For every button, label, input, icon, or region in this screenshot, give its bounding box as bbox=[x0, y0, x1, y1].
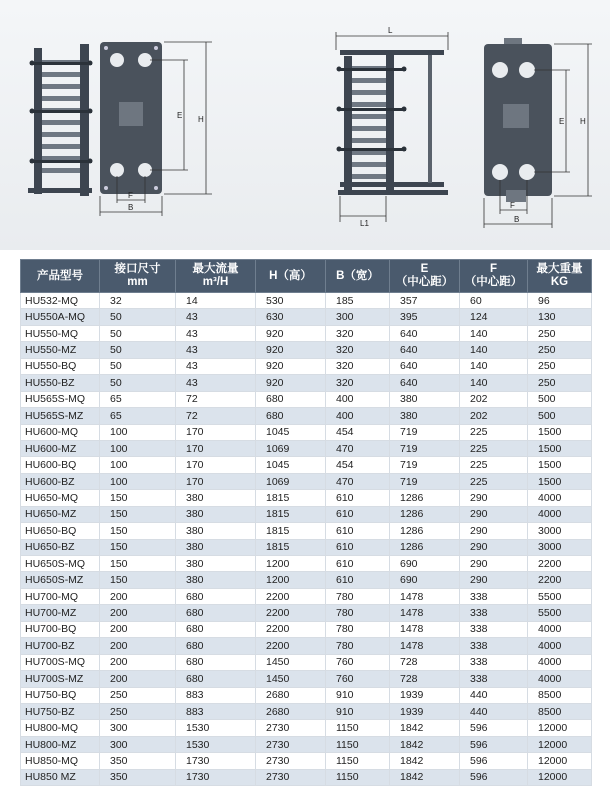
cell-height: 680 bbox=[256, 391, 326, 407]
cell-height: 1450 bbox=[256, 654, 326, 670]
cell-port-size: 150 bbox=[100, 539, 176, 555]
table-row bbox=[21, 687, 592, 703]
table-row bbox=[21, 556, 592, 572]
cell-port-size: 32 bbox=[100, 293, 176, 309]
cell-max-weight: 1500 bbox=[528, 473, 592, 489]
cell-max-weight: 500 bbox=[528, 408, 592, 424]
cell-width: 1150 bbox=[326, 769, 390, 785]
heat-exchanger-drawings bbox=[0, 0, 610, 250]
cell-e-distance: 728 bbox=[390, 654, 460, 670]
cell-max-flow: 14 bbox=[176, 293, 256, 309]
cell-width: 760 bbox=[326, 671, 390, 687]
cell-model: HU650S-MZ bbox=[21, 572, 100, 588]
cell-e-distance: 1478 bbox=[390, 588, 460, 604]
table-row bbox=[21, 736, 592, 752]
cell-max-weight: 4000 bbox=[528, 638, 592, 654]
cell-height: 1069 bbox=[256, 440, 326, 456]
cell-f-distance: 140 bbox=[460, 342, 528, 358]
cell-max-flow: 170 bbox=[176, 457, 256, 473]
dim-l: L bbox=[388, 26, 393, 35]
cell-port-size: 150 bbox=[100, 572, 176, 588]
cell-height: 1069 bbox=[256, 473, 326, 489]
cell-height: 920 bbox=[256, 325, 326, 341]
cell-f-distance: 338 bbox=[460, 654, 528, 670]
table-row bbox=[21, 621, 592, 637]
table-row bbox=[21, 375, 592, 391]
cell-e-distance: 719 bbox=[390, 473, 460, 489]
diagram-panel bbox=[0, 0, 610, 250]
cell-width: 454 bbox=[326, 424, 390, 440]
table-row bbox=[21, 588, 592, 604]
cell-max-flow: 680 bbox=[176, 671, 256, 687]
table-row bbox=[21, 671, 592, 687]
cell-e-distance: 1286 bbox=[390, 523, 460, 539]
table-body bbox=[21, 293, 592, 786]
cell-max-weight: 250 bbox=[528, 342, 592, 358]
cell-max-weight: 250 bbox=[528, 325, 592, 341]
cell-f-distance: 290 bbox=[460, 539, 528, 555]
table-row bbox=[21, 523, 592, 539]
cell-max-flow: 680 bbox=[176, 605, 256, 621]
cell-port-size: 100 bbox=[100, 424, 176, 440]
cell-width: 454 bbox=[326, 457, 390, 473]
cell-f-distance: 225 bbox=[460, 457, 528, 473]
right-side-view bbox=[336, 26, 448, 228]
cell-f-distance: 225 bbox=[460, 424, 528, 440]
left-front-view bbox=[100, 42, 212, 216]
cell-e-distance: 1842 bbox=[390, 769, 460, 785]
cell-f-distance: 338 bbox=[460, 621, 528, 637]
cell-f-distance: 290 bbox=[460, 523, 528, 539]
cell-e-distance: 1286 bbox=[390, 506, 460, 522]
cell-e-distance: 640 bbox=[390, 342, 460, 358]
cell-height: 630 bbox=[256, 309, 326, 325]
cell-model: HU850-MQ bbox=[21, 753, 100, 769]
cell-port-size: 250 bbox=[100, 703, 176, 719]
cell-max-flow: 380 bbox=[176, 506, 256, 522]
cell-port-size: 150 bbox=[100, 556, 176, 572]
cell-max-weight: 4000 bbox=[528, 506, 592, 522]
cell-e-distance: 728 bbox=[390, 671, 460, 687]
cell-max-flow: 380 bbox=[176, 539, 256, 555]
cell-f-distance: 225 bbox=[460, 473, 528, 489]
cell-width: 780 bbox=[326, 621, 390, 637]
cell-e-distance: 690 bbox=[390, 556, 460, 572]
cell-max-flow: 883 bbox=[176, 703, 256, 719]
cell-e-distance: 1478 bbox=[390, 638, 460, 654]
cell-width: 470 bbox=[326, 440, 390, 456]
cell-max-flow: 883 bbox=[176, 687, 256, 703]
header-port-size: 接口尺寸 mm bbox=[100, 260, 176, 293]
cell-width: 1150 bbox=[326, 736, 390, 752]
cell-height: 1200 bbox=[256, 556, 326, 572]
cell-max-weight: 96 bbox=[528, 293, 592, 309]
cell-width: 610 bbox=[326, 572, 390, 588]
table-row bbox=[21, 753, 592, 769]
cell-port-size: 200 bbox=[100, 605, 176, 621]
cell-model: HU600-BQ bbox=[21, 457, 100, 473]
cell-max-flow: 680 bbox=[176, 588, 256, 604]
cell-width: 760 bbox=[326, 654, 390, 670]
cell-e-distance: 640 bbox=[390, 325, 460, 341]
table-row bbox=[21, 424, 592, 440]
cell-width: 320 bbox=[326, 325, 390, 341]
cell-f-distance: 290 bbox=[460, 490, 528, 506]
header-model: 产品型号 bbox=[21, 260, 100, 293]
cell-width: 470 bbox=[326, 473, 390, 489]
cell-model: HU650-BZ bbox=[21, 539, 100, 555]
cell-model: HU550-MQ bbox=[21, 325, 100, 341]
header-width: B（宽） bbox=[326, 260, 390, 293]
cell-model: HU532-MQ bbox=[21, 293, 100, 309]
right-front-view bbox=[484, 38, 592, 228]
cell-model: HU600-MQ bbox=[21, 424, 100, 440]
cell-max-flow: 1530 bbox=[176, 720, 256, 736]
cell-height: 2200 bbox=[256, 621, 326, 637]
cell-f-distance: 140 bbox=[460, 358, 528, 374]
cell-max-weight: 250 bbox=[528, 358, 592, 374]
cell-e-distance: 1286 bbox=[390, 490, 460, 506]
cell-port-size: 50 bbox=[100, 358, 176, 374]
cell-max-weight: 130 bbox=[528, 309, 592, 325]
cell-width: 780 bbox=[326, 605, 390, 621]
cell-max-weight: 500 bbox=[528, 391, 592, 407]
cell-model: HU600-MZ bbox=[21, 440, 100, 456]
cell-port-size: 150 bbox=[100, 490, 176, 506]
cell-e-distance: 357 bbox=[390, 293, 460, 309]
cell-port-size: 150 bbox=[100, 506, 176, 522]
cell-max-flow: 380 bbox=[176, 556, 256, 572]
cell-model: HU800-MQ bbox=[21, 720, 100, 736]
table-row bbox=[21, 391, 592, 407]
dim-e-left: E bbox=[177, 111, 183, 120]
cell-max-flow: 680 bbox=[176, 638, 256, 654]
cell-model: HU700-MZ bbox=[21, 605, 100, 621]
cell-model: HU600-BZ bbox=[21, 473, 100, 489]
header-max-weight: 最大重量 KG bbox=[528, 260, 592, 293]
cell-max-weight: 8500 bbox=[528, 703, 592, 719]
table-row bbox=[21, 440, 592, 456]
dim-b-right: B bbox=[514, 215, 520, 224]
table-row bbox=[21, 638, 592, 654]
cell-width: 1150 bbox=[326, 720, 390, 736]
cell-height: 920 bbox=[256, 358, 326, 374]
cell-max-flow: 43 bbox=[176, 358, 256, 374]
table-row bbox=[21, 293, 592, 309]
cell-width: 320 bbox=[326, 358, 390, 374]
dim-b-left: B bbox=[128, 203, 134, 212]
cell-width: 780 bbox=[326, 588, 390, 604]
cell-max-flow: 43 bbox=[176, 342, 256, 358]
cell-e-distance: 1286 bbox=[390, 539, 460, 555]
cell-max-weight: 250 bbox=[528, 375, 592, 391]
cell-width: 320 bbox=[326, 342, 390, 358]
cell-width: 610 bbox=[326, 539, 390, 555]
cell-max-flow: 72 bbox=[176, 408, 256, 424]
cell-f-distance: 338 bbox=[460, 588, 528, 604]
cell-height: 2680 bbox=[256, 703, 326, 719]
cell-width: 610 bbox=[326, 556, 390, 572]
cell-max-weight: 12000 bbox=[528, 753, 592, 769]
cell-height: 530 bbox=[256, 293, 326, 309]
cell-f-distance: 596 bbox=[460, 736, 528, 752]
cell-max-weight: 12000 bbox=[528, 720, 592, 736]
cell-e-distance: 380 bbox=[390, 391, 460, 407]
cell-e-distance: 719 bbox=[390, 424, 460, 440]
cell-max-weight: 4000 bbox=[528, 490, 592, 506]
cell-max-weight: 2200 bbox=[528, 556, 592, 572]
cell-e-distance: 1939 bbox=[390, 687, 460, 703]
cell-e-distance: 1842 bbox=[390, 736, 460, 752]
cell-f-distance: 440 bbox=[460, 703, 528, 719]
cell-max-flow: 170 bbox=[176, 440, 256, 456]
table-row bbox=[21, 457, 592, 473]
cell-port-size: 50 bbox=[100, 309, 176, 325]
dim-h-left: H bbox=[198, 115, 204, 124]
cell-width: 610 bbox=[326, 523, 390, 539]
cell-max-weight: 1500 bbox=[528, 440, 592, 456]
cell-e-distance: 690 bbox=[390, 572, 460, 588]
cell-height: 920 bbox=[256, 342, 326, 358]
table-row bbox=[21, 473, 592, 489]
cell-max-weight: 4000 bbox=[528, 671, 592, 687]
cell-max-flow: 680 bbox=[176, 621, 256, 637]
table-row bbox=[21, 506, 592, 522]
table-row bbox=[21, 572, 592, 588]
cell-width: 400 bbox=[326, 391, 390, 407]
cell-height: 2200 bbox=[256, 605, 326, 621]
cell-port-size: 200 bbox=[100, 638, 176, 654]
cell-max-flow: 680 bbox=[176, 654, 256, 670]
cell-max-flow: 170 bbox=[176, 473, 256, 489]
cell-port-size: 150 bbox=[100, 523, 176, 539]
cell-model: HU750-BZ bbox=[21, 703, 100, 719]
cell-width: 910 bbox=[326, 703, 390, 719]
table-row bbox=[21, 720, 592, 736]
cell-model: HU550-BZ bbox=[21, 375, 100, 391]
cell-port-size: 300 bbox=[100, 720, 176, 736]
table-row bbox=[21, 342, 592, 358]
cell-model: HU550-MZ bbox=[21, 342, 100, 358]
cell-f-distance: 338 bbox=[460, 638, 528, 654]
cell-model: HU650-MQ bbox=[21, 490, 100, 506]
dim-f-right: F bbox=[510, 201, 515, 210]
cell-width: 1150 bbox=[326, 753, 390, 769]
cell-port-size: 50 bbox=[100, 325, 176, 341]
cell-port-size: 65 bbox=[100, 391, 176, 407]
cell-height: 2200 bbox=[256, 588, 326, 604]
cell-f-distance: 338 bbox=[460, 671, 528, 687]
cell-e-distance: 640 bbox=[390, 375, 460, 391]
cell-height: 920 bbox=[256, 375, 326, 391]
cell-width: 910 bbox=[326, 687, 390, 703]
cell-max-weight: 3000 bbox=[528, 539, 592, 555]
cell-model: HU700-BZ bbox=[21, 638, 100, 654]
cell-f-distance: 225 bbox=[460, 440, 528, 456]
cell-model: HU800-MZ bbox=[21, 736, 100, 752]
cell-model: HU750-BQ bbox=[21, 687, 100, 703]
cell-f-distance: 290 bbox=[460, 572, 528, 588]
cell-max-weight: 1500 bbox=[528, 424, 592, 440]
cell-max-flow: 43 bbox=[176, 309, 256, 325]
cell-width: 185 bbox=[326, 293, 390, 309]
cell-port-size: 300 bbox=[100, 736, 176, 752]
cell-max-flow: 43 bbox=[176, 325, 256, 341]
cell-max-flow: 380 bbox=[176, 490, 256, 506]
cell-max-weight: 2200 bbox=[528, 572, 592, 588]
table-row bbox=[21, 654, 592, 670]
cell-f-distance: 140 bbox=[460, 375, 528, 391]
cell-model: HU700S-MZ bbox=[21, 671, 100, 687]
table-row bbox=[21, 769, 592, 785]
header-max-flow: 最大流量 m³/H bbox=[176, 260, 256, 293]
cell-port-size: 350 bbox=[100, 769, 176, 785]
cell-port-size: 350 bbox=[100, 753, 176, 769]
cell-e-distance: 1478 bbox=[390, 621, 460, 637]
cell-max-flow: 1530 bbox=[176, 736, 256, 752]
cell-e-distance: 719 bbox=[390, 457, 460, 473]
cell-height: 2680 bbox=[256, 687, 326, 703]
cell-port-size: 100 bbox=[100, 473, 176, 489]
dim-l1: L1 bbox=[360, 219, 369, 228]
table-row bbox=[21, 325, 592, 341]
cell-max-weight: 8500 bbox=[528, 687, 592, 703]
cell-height: 1045 bbox=[256, 424, 326, 440]
cell-port-size: 200 bbox=[100, 671, 176, 687]
cell-max-flow: 72 bbox=[176, 391, 256, 407]
cell-width: 300 bbox=[326, 309, 390, 325]
cell-model: HU700-MQ bbox=[21, 588, 100, 604]
cell-e-distance: 719 bbox=[390, 440, 460, 456]
cell-height: 1815 bbox=[256, 523, 326, 539]
cell-e-distance: 1842 bbox=[390, 720, 460, 736]
cell-model: HU565S-MQ bbox=[21, 391, 100, 407]
cell-max-weight: 1500 bbox=[528, 457, 592, 473]
cell-e-distance: 380 bbox=[390, 408, 460, 424]
cell-model: HU650S-MQ bbox=[21, 556, 100, 572]
cell-port-size: 100 bbox=[100, 457, 176, 473]
cell-height: 1045 bbox=[256, 457, 326, 473]
cell-port-size: 200 bbox=[100, 621, 176, 637]
cell-e-distance: 640 bbox=[390, 358, 460, 374]
header-e-distance: E （中心距） bbox=[390, 260, 460, 293]
cell-max-weight: 5500 bbox=[528, 588, 592, 604]
cell-height: 1815 bbox=[256, 539, 326, 555]
dim-e-right: E bbox=[559, 117, 565, 126]
cell-width: 400 bbox=[326, 408, 390, 424]
cell-max-flow: 1730 bbox=[176, 753, 256, 769]
cell-max-weight: 5500 bbox=[528, 605, 592, 621]
cell-f-distance: 290 bbox=[460, 506, 528, 522]
cell-port-size: 65 bbox=[100, 408, 176, 424]
cell-model: HU550-BQ bbox=[21, 358, 100, 374]
cell-max-weight: 4000 bbox=[528, 621, 592, 637]
table-header-row bbox=[21, 260, 592, 293]
cell-port-size: 200 bbox=[100, 588, 176, 604]
cell-model: HU650-BQ bbox=[21, 523, 100, 539]
cell-max-flow: 170 bbox=[176, 424, 256, 440]
cell-width: 320 bbox=[326, 375, 390, 391]
cell-width: 610 bbox=[326, 506, 390, 522]
cell-max-flow: 380 bbox=[176, 523, 256, 539]
cell-e-distance: 1478 bbox=[390, 605, 460, 621]
cell-max-weight: 3000 bbox=[528, 523, 592, 539]
cell-model: HU850 MZ bbox=[21, 769, 100, 785]
header-f-distance: F （中心距） bbox=[460, 260, 528, 293]
left-side-view bbox=[28, 44, 93, 196]
cell-f-distance: 596 bbox=[460, 753, 528, 769]
cell-port-size: 50 bbox=[100, 375, 176, 391]
cell-width: 780 bbox=[326, 638, 390, 654]
spec-table bbox=[20, 259, 592, 786]
cell-max-weight: 4000 bbox=[528, 654, 592, 670]
cell-port-size: 250 bbox=[100, 687, 176, 703]
cell-max-flow: 43 bbox=[176, 375, 256, 391]
cell-model: HU550A-MQ bbox=[21, 309, 100, 325]
cell-height: 2730 bbox=[256, 769, 326, 785]
cell-height: 2730 bbox=[256, 720, 326, 736]
cell-max-weight: 12000 bbox=[528, 769, 592, 785]
table-row bbox=[21, 408, 592, 424]
table-row bbox=[21, 605, 592, 621]
cell-f-distance: 290 bbox=[460, 556, 528, 572]
table-row bbox=[21, 703, 592, 719]
cell-height: 680 bbox=[256, 408, 326, 424]
cell-height: 2730 bbox=[256, 753, 326, 769]
table-row bbox=[21, 539, 592, 555]
cell-f-distance: 440 bbox=[460, 687, 528, 703]
cell-port-size: 100 bbox=[100, 440, 176, 456]
cell-model: HU650-MZ bbox=[21, 506, 100, 522]
table-row bbox=[21, 358, 592, 374]
cell-f-distance: 338 bbox=[460, 605, 528, 621]
table-row bbox=[21, 309, 592, 325]
cell-model: HU700-BQ bbox=[21, 621, 100, 637]
cell-e-distance: 1939 bbox=[390, 703, 460, 719]
cell-height: 1815 bbox=[256, 490, 326, 506]
cell-e-distance: 1842 bbox=[390, 753, 460, 769]
cell-port-size: 200 bbox=[100, 654, 176, 670]
cell-f-distance: 202 bbox=[460, 391, 528, 407]
cell-f-distance: 60 bbox=[460, 293, 528, 309]
cell-f-distance: 596 bbox=[460, 769, 528, 785]
dim-h-right: H bbox=[580, 117, 586, 126]
cell-f-distance: 140 bbox=[460, 325, 528, 341]
table-row bbox=[21, 490, 592, 506]
cell-f-distance: 124 bbox=[460, 309, 528, 325]
cell-max-flow: 380 bbox=[176, 572, 256, 588]
dim-f-left: F bbox=[128, 191, 133, 200]
header-height: H（高） bbox=[256, 260, 326, 293]
cell-f-distance: 596 bbox=[460, 720, 528, 736]
cell-height: 2200 bbox=[256, 638, 326, 654]
cell-max-flow: 1730 bbox=[176, 769, 256, 785]
cell-model: HU565S-MZ bbox=[21, 408, 100, 424]
cell-height: 1450 bbox=[256, 671, 326, 687]
cell-height: 1200 bbox=[256, 572, 326, 588]
cell-e-distance: 395 bbox=[390, 309, 460, 325]
cell-max-weight: 12000 bbox=[528, 736, 592, 752]
cell-height: 2730 bbox=[256, 736, 326, 752]
cell-height: 1815 bbox=[256, 506, 326, 522]
cell-model: HU700S-MQ bbox=[21, 654, 100, 670]
cell-port-size: 50 bbox=[100, 342, 176, 358]
cell-width: 610 bbox=[326, 490, 390, 506]
cell-f-distance: 202 bbox=[460, 408, 528, 424]
